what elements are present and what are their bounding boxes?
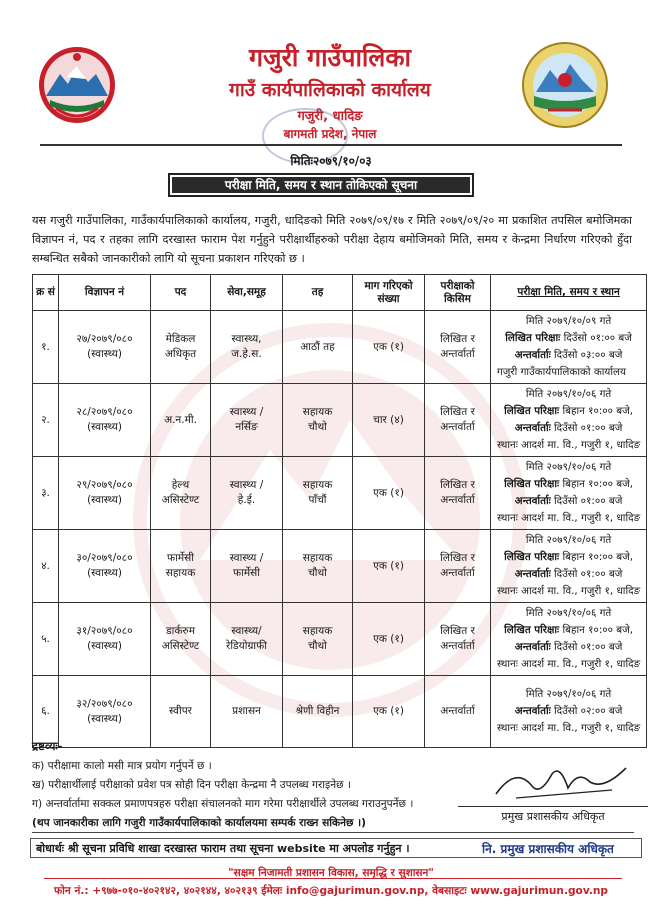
office-name: गाउँ कार्यपालिकाको कार्यालय xyxy=(229,79,431,101)
advertisement-number-line2: (स्वास्थ्य) xyxy=(87,567,122,579)
written-exam-label: लिखित परिक्षाः xyxy=(504,405,560,417)
written-exam-time: बिहान १०:०० बजे, xyxy=(562,405,634,417)
advertisement-number xyxy=(59,384,151,457)
written-exam-label: लिखित परिक्षाः xyxy=(504,551,560,563)
interview-time: दिउँसो ०१:०० बजे xyxy=(554,641,623,653)
exam-date: मिति २०७९/१०/०६ गते xyxy=(525,607,612,619)
post-name-line1: हेल्थ xyxy=(171,479,190,491)
col-header-exam-type: परीक्षाको किसिम xyxy=(425,275,491,311)
written-exam-line xyxy=(497,330,640,347)
interview-line xyxy=(497,347,640,364)
level-line2: चौथो xyxy=(308,567,327,579)
exam-type-line1: अन्तर्वार्ता xyxy=(440,705,475,717)
note-item: (थप जानकारीका लागि गजुरी गाउँकार्यपालिकाको कार्यालयमा सम्पर्क राख्न सकिनेछ ।) xyxy=(32,817,366,829)
exam-date: मिति २०७९/१०/०६ गते xyxy=(525,534,612,546)
service-group-line1: स्वास्थ्य, xyxy=(231,333,262,345)
cc-note: बोधार्थः श्री सूचना प्रविधि शाखा दरखास्त फाराम तथा सूचना website मा अपलोड गर्नुहुन । xyxy=(36,842,410,855)
interview-time: दिउँसो ०१:०० बजे xyxy=(554,568,623,580)
service-group xyxy=(211,676,283,748)
level-line1: सहायक xyxy=(302,406,333,418)
exam-type xyxy=(425,384,491,457)
service-group xyxy=(211,530,283,603)
interview-line xyxy=(497,493,640,510)
serial-number: १. xyxy=(33,311,59,384)
post-name-line1: अ.न.मी. xyxy=(164,413,197,426)
serial-number: २. xyxy=(33,384,59,457)
exam-type-line1: लिखित र xyxy=(440,479,475,491)
exam-type-line1: लिखित र xyxy=(440,406,475,418)
service-group-line2: ज.हे.स. xyxy=(231,348,262,360)
exam-type xyxy=(425,311,491,384)
advertisement-number-line1: २९/२०७९/०८० xyxy=(76,479,133,491)
demand-count: एक (१) xyxy=(353,457,425,530)
notes-title: द्रष्टव्यः- xyxy=(32,739,63,753)
signatory-title: प्रमुख प्रशासकीय अधिकृत xyxy=(458,806,648,824)
advertisement-number xyxy=(59,311,151,384)
service-group-line1: स्वास्थ्य / xyxy=(229,479,264,491)
exam-type-line1: लिखित र xyxy=(440,333,475,345)
advertisement-number-line2: (स्वास्थ्य) xyxy=(87,712,122,725)
footer-officer: नि. प्रमुख प्रशासकीय अधिकृत xyxy=(482,842,614,856)
level-line1: सहायक xyxy=(302,552,333,564)
demand-count: एक (१) xyxy=(353,603,425,676)
post-name-line1: फार्मेसी xyxy=(167,552,194,564)
advertisement-number-line1: ३०/२०७९/०८० xyxy=(76,552,133,564)
written-exam-line xyxy=(497,476,640,493)
exam-venue: स्थानः आदर्श मा. वि., गजुरी १, धादिङ xyxy=(497,512,641,524)
post-name xyxy=(151,311,211,384)
interview-time: दिउँसो ०१:०० बजे xyxy=(554,422,623,434)
service-group xyxy=(211,311,283,384)
interview-line xyxy=(497,703,640,720)
table-row xyxy=(33,384,647,457)
advertisement-number xyxy=(59,530,151,603)
interview-label: अन्तर्वार्ताः xyxy=(514,705,551,717)
service-group-line2: फार्मेसी xyxy=(233,567,260,579)
service-group xyxy=(211,384,283,457)
schedule-cell xyxy=(491,457,647,530)
level-line1: सहायक xyxy=(302,625,333,637)
schedule-cell xyxy=(491,384,647,457)
post-name-line2: अधिकृत xyxy=(164,348,197,360)
level xyxy=(283,603,353,676)
header-divider xyxy=(40,144,622,146)
demand-count: एक (१) xyxy=(353,676,425,748)
table-row xyxy=(33,457,647,530)
advertisement-number-line2: (स्वास्थ्य) xyxy=(87,421,122,433)
service-group xyxy=(211,603,283,676)
level xyxy=(283,384,353,457)
post-name-line1: मेडिकल xyxy=(165,333,196,345)
post-name xyxy=(151,530,211,603)
exam-venue: स्थानः आदर्श मा. वि., गजुरी १, धादिङ xyxy=(497,722,641,734)
post-name-line1: डार्करुम xyxy=(166,625,195,637)
level-line2: चौथो xyxy=(308,640,327,652)
demand-count: एक (१) xyxy=(353,311,425,384)
advertisement-number xyxy=(59,603,151,676)
post-name xyxy=(151,676,211,748)
written-exam-line xyxy=(497,549,640,566)
advertisement-number-line2: (स्वास्थ्य) xyxy=(87,640,122,652)
table-row xyxy=(33,311,647,384)
level-line1: श्रेणी विहीन xyxy=(295,705,340,717)
advertisement-number-line1: ३२/२०७९/०८० xyxy=(76,697,133,710)
service-group-line1: स्वास्थ्य / xyxy=(229,406,264,418)
table-row xyxy=(33,676,647,748)
exam-venue: गजुरी गाउँकार्यपालिकाको कार्यालय xyxy=(497,366,626,378)
table-header-row xyxy=(33,275,647,311)
note-item: ग) अन्तर्वार्तामा सक्कल प्रमाणपत्रहरु परीक्षा संचालनको माग गरेमा परीक्षार्थीले उपलब्ध गराउनुपर्नेछ । xyxy=(32,798,414,810)
interview-line xyxy=(497,639,640,656)
serial-number: ६. xyxy=(33,676,59,748)
exam-type xyxy=(425,457,491,530)
intro-paragraph: यस गजुरी गाउँपालिका, गाउँकार्यपालिकाको कार्यालय, गजुरी, धादिङको मिति २०७९/०९/१७ र मिति २०७९/०९/२० मा प्रकाशित तपसिल बमोजिमका विज्ञापन नं, पद र तहका लागि दरखास्त फाराम पेश गर्नुहुने परीक्षार्थीहरुको परीक्षा देहाय बमोजिमको मिति, समय र केन्द्रमा निर्धारण गरिएको हुँदा सम्बन्धित सबैको जानकारीको लागि यो सूचना प्रकाशन गरिएको छ । xyxy=(32,214,632,265)
exam-venue: स्थानः आदर्श मा. वि., गजुरी १, धादिङ xyxy=(497,658,641,670)
footer-divider xyxy=(32,832,634,833)
exam-type-line2: अन्तर्वार्ता xyxy=(440,494,475,506)
advertisement-number-line1: ३१/२०७९/०८० xyxy=(76,625,133,637)
advertisement-number xyxy=(59,457,151,530)
note-item: ख) परीक्षार्थीलाई परीक्षाको प्रवेश पत्र सोही दिन परीक्षा केन्द्रमा नै उपलब्ध गराइनेछ । xyxy=(32,779,351,791)
advertisement-number-line2: (स्वास्थ्य) xyxy=(87,494,122,506)
exam-type-line2: अन्तर्वार्ता xyxy=(440,421,475,433)
interview-time: दिउँसो ०२:०० बजे xyxy=(554,705,623,717)
signature-icon xyxy=(486,760,636,804)
exam-type xyxy=(425,676,491,748)
written-exam-time: बिहान १०:०० बजे, xyxy=(562,551,634,563)
col-header-level: तह xyxy=(283,275,353,311)
written-exam-label: लिखित परिक्षाः xyxy=(504,624,560,636)
exam-type-line2: अन्तर्वार्ता xyxy=(440,567,475,579)
exam-date: मिति २०७९/१०/०९ गते xyxy=(525,315,612,327)
advertisement-number-line1: २७/२०७९/०८० xyxy=(76,333,133,345)
post-name xyxy=(151,457,211,530)
office-location: गजुरी, धादिङ xyxy=(297,109,363,124)
exam-type-line1: लिखित र xyxy=(440,552,475,564)
level-line2: चौथो xyxy=(308,421,327,433)
serial-number: ४. xyxy=(33,530,59,603)
exam-date: मिति २०७९/१०/०६ गते xyxy=(525,388,612,400)
level xyxy=(283,457,353,530)
exam-schedule-table xyxy=(32,274,647,748)
interview-line xyxy=(497,420,640,437)
table-row xyxy=(33,603,647,676)
demand-count: चार (४) xyxy=(353,384,425,457)
post-name-line2: असिस्टेण्ट xyxy=(161,640,200,652)
slogan: "सक्षम निजामती प्रशासन विकास, समृद्धि र सुशासन" xyxy=(228,867,434,879)
exam-venue: स्थानः आदर्श मा. वि., गजुरी १, धादिङ xyxy=(497,585,641,597)
interview-label: अन्तर्वार्ताः xyxy=(514,641,551,653)
exam-type-line2: अन्तर्वार्ता xyxy=(440,348,475,360)
level xyxy=(283,676,353,748)
service-group xyxy=(211,457,283,530)
col-header-service: सेवा,समूह xyxy=(211,275,283,311)
note-item: क) परीक्षामा कालो मसी मात्र प्रयोग गर्नुपर्ने छ । xyxy=(32,760,212,772)
post-name xyxy=(151,603,211,676)
interview-label: अन्तर्वार्ताः xyxy=(514,349,551,361)
municipality-name: गजुरी गाउँपालिका xyxy=(248,43,412,72)
contact-divider xyxy=(44,878,622,879)
col-header-adv-no: विज्ञापन नं xyxy=(59,275,151,311)
service-group-line2: हे.ई. xyxy=(237,494,256,506)
written-exam-time: दिउँसो ०१:०० बजे xyxy=(563,332,632,344)
interview-label: अन्तर्वार्ताः xyxy=(514,422,551,434)
post-name-line1: स्वीपर xyxy=(169,705,192,717)
contact-info: फोन नं.: +९७७-०१०-४०२१४२, ४०२१४४, ४०२१३९ ईमेलः info@gajurimun.gov.np, वेबसाइटः www.gajurimun.gov.np xyxy=(53,885,609,897)
serial-number: ५. xyxy=(33,603,59,676)
level-line1: सहायक xyxy=(302,479,333,491)
written-exam-label: लिखित परिक्षाः xyxy=(505,332,561,344)
interview-label: अन्तर्वार्ताः xyxy=(514,495,551,507)
province-name: बागमती प्रदेश, नेपाल xyxy=(283,127,377,141)
col-header-sn: क्र सं xyxy=(33,275,59,311)
level xyxy=(283,530,353,603)
schedule-cell xyxy=(491,311,647,384)
schedule-cell xyxy=(491,530,647,603)
serial-number: ३. xyxy=(33,457,59,530)
exam-type xyxy=(425,530,491,603)
interview-time: दिउँसो ०३:०० बजे xyxy=(554,349,623,361)
level-line1: आठौं तह xyxy=(300,340,335,353)
exam-type-line2: अन्तर्वार्ता xyxy=(440,640,475,652)
col-header-schedule: परीक्षा मिति, समय र स्थान xyxy=(491,275,647,311)
level xyxy=(283,311,353,384)
post-name-line2: सहायक xyxy=(165,567,196,579)
post-name xyxy=(151,384,211,457)
notice-date: मितिः२०७९/१०/०३ xyxy=(290,154,372,168)
table-row xyxy=(33,530,647,603)
service-group-line1: स्वास्थ्य/ xyxy=(231,625,262,637)
written-exam-line xyxy=(497,622,640,639)
demand-count: एक (१) xyxy=(353,530,425,603)
exam-type xyxy=(425,603,491,676)
service-group-line1: स्वास्थ्य / xyxy=(229,552,264,564)
post-name-line2: असिस्टेण्ट xyxy=(161,494,200,506)
service-group-line2: नर्सिङ xyxy=(235,421,258,433)
notice-title: परीक्षा मिति, समय र स्थान तोकिएको सूचना xyxy=(172,177,470,193)
col-header-count: माग गरिएको संख्या xyxy=(353,275,425,311)
service-group-line1: प्रशासन xyxy=(232,705,261,717)
level-line2: पाँचौं xyxy=(308,494,327,506)
schedule-cell xyxy=(491,676,647,748)
advertisement-number-line1: २८/२०७९/०८० xyxy=(76,406,133,418)
exam-date: मिति २०७९/१०/०६ गते xyxy=(525,461,612,473)
interview-label: अन्तर्वार्ताः xyxy=(514,568,551,580)
advertisement-number xyxy=(59,676,151,748)
written-exam-line xyxy=(497,403,640,420)
advertisement-number-line2: (स्वास्थ्य) xyxy=(87,348,122,360)
notice-title-box xyxy=(168,173,474,197)
exam-type-line1: लिखित र xyxy=(440,625,475,637)
written-exam-label: लिखित परिक्षाः xyxy=(504,478,560,490)
col-header-post: पद xyxy=(151,275,211,311)
service-group-line2: रेडियोग्राफी xyxy=(226,640,267,652)
written-exam-time: बिहान १०:०० बजे, xyxy=(562,478,634,490)
interview-time: दिउँसो ०१:०० बजे xyxy=(554,495,623,507)
nepal-emblem-icon xyxy=(36,44,118,126)
interview-line xyxy=(497,566,640,583)
schedule-cell xyxy=(491,603,647,676)
written-exam-time: बिहान १०:०० बजे, xyxy=(562,624,634,636)
exam-venue: स्थानः आदर्श मा. वि., गजुरी १, धादिङ xyxy=(497,439,641,451)
exam-date: मिति २०७९/१०/०६ गते xyxy=(525,688,612,700)
